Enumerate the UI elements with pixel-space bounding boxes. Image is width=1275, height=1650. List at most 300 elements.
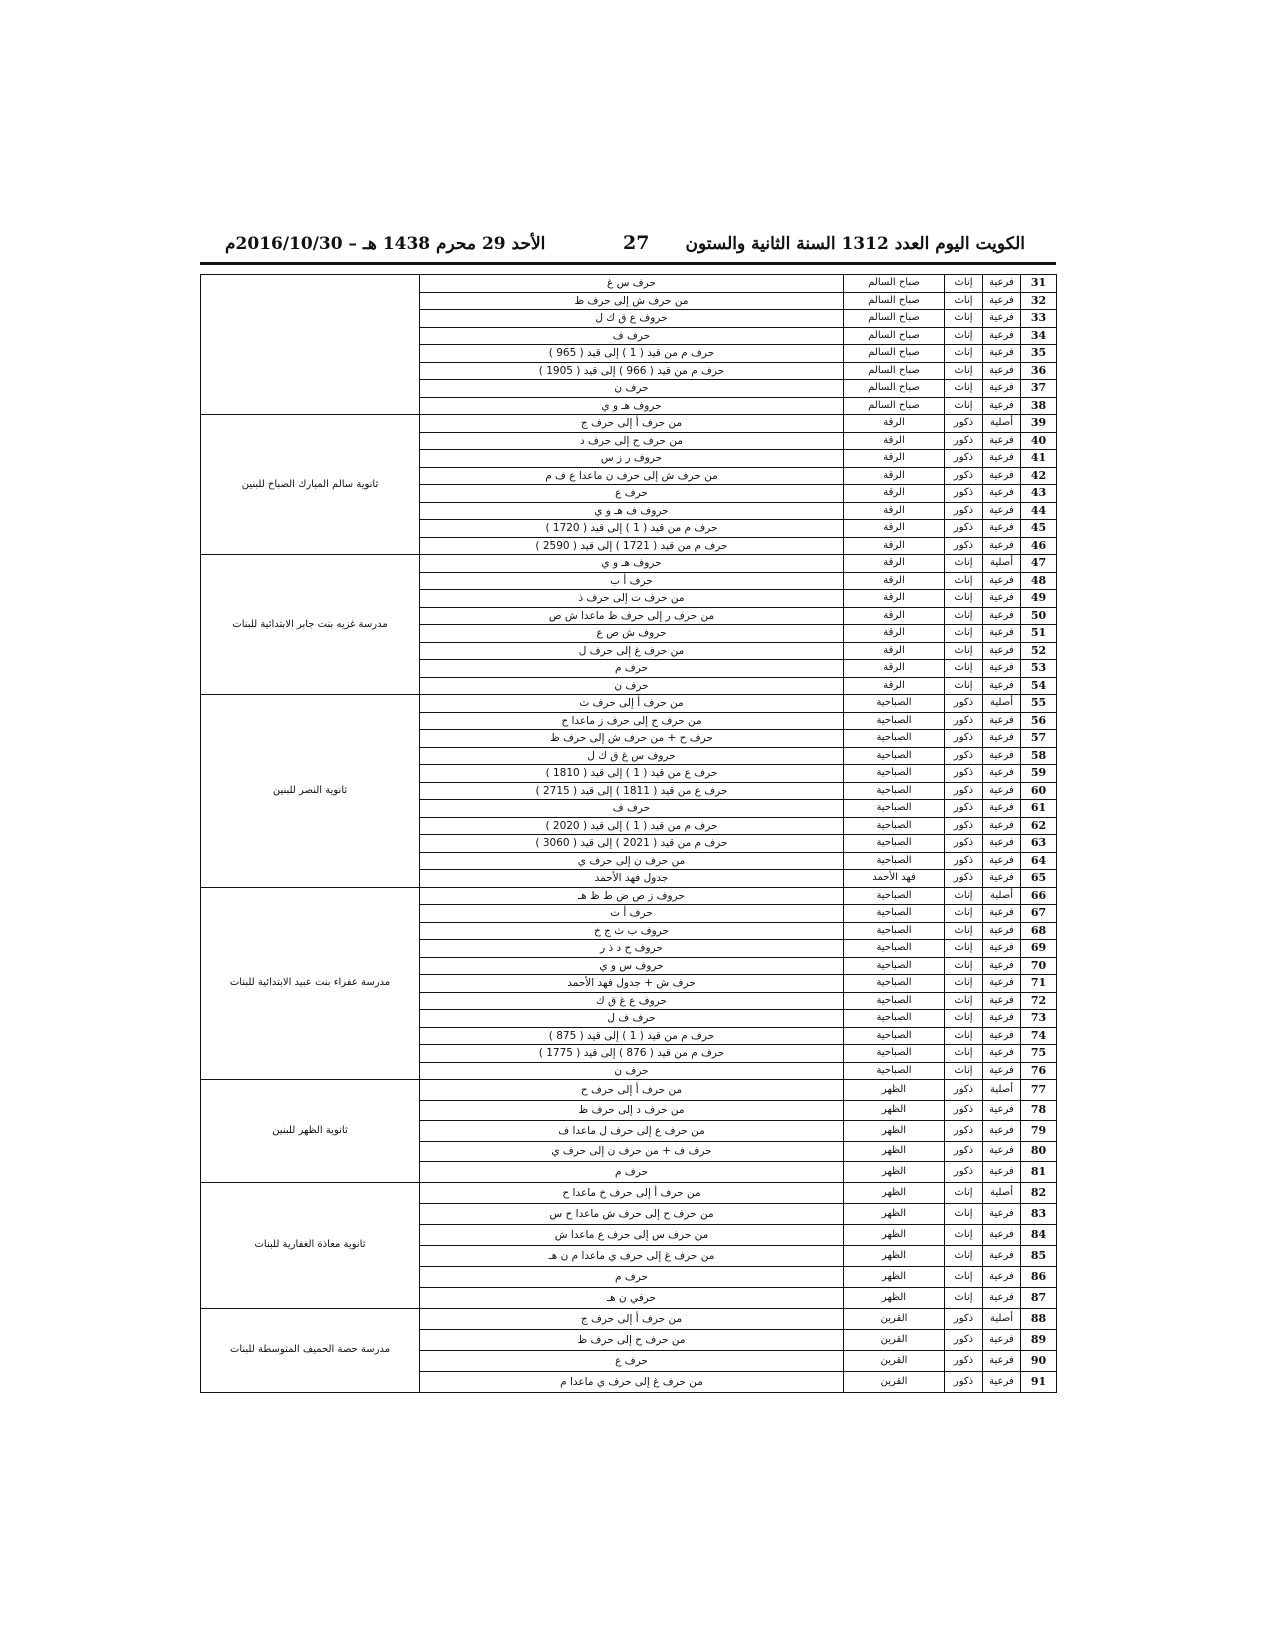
committee-number: 42: [1021, 467, 1057, 485]
committee-type: فرعية: [983, 450, 1021, 468]
committee-gender: ذكور: [945, 502, 983, 520]
committee-gender: إناث: [945, 555, 983, 573]
committee-type: فرعية: [983, 362, 1021, 380]
page-number: 27: [623, 232, 650, 254]
committee-gender: ذكور: [945, 415, 983, 433]
committee-area: الصباحية: [844, 1062, 945, 1080]
committee-number: 59: [1021, 765, 1057, 783]
committee-type: فرعية: [983, 905, 1021, 923]
committee-letters: من حرف أ إلى حرف ث: [420, 695, 844, 713]
committee-type: أصلية: [983, 695, 1021, 713]
committee-number: 69: [1021, 940, 1057, 958]
committee-type: فرعية: [983, 957, 1021, 975]
committee-number: 41: [1021, 450, 1057, 468]
committee-number: 50: [1021, 607, 1057, 625]
committee-area: الرقة: [844, 677, 945, 695]
committee-type: فرعية: [983, 1266, 1021, 1287]
committee-number: 75: [1021, 1045, 1057, 1063]
committee-letters: حرف أ ب: [420, 572, 844, 590]
committee-gender: إناث: [945, 607, 983, 625]
committee-area: الصباحية: [844, 1027, 945, 1045]
committee-number: 67: [1021, 905, 1057, 923]
committee-letters: حرف ع: [420, 485, 844, 503]
committee-letters: حرف م: [420, 660, 844, 678]
committee-letters: حرف ف: [420, 327, 844, 345]
committee-type: فرعية: [983, 852, 1021, 870]
committee-type: فرعية: [983, 1045, 1021, 1063]
committee-number: 47: [1021, 555, 1057, 573]
committee-type: فرعية: [983, 940, 1021, 958]
committee-gender: ذكور: [945, 485, 983, 503]
committee-area: الرقة: [844, 642, 945, 660]
committee-number: 87: [1021, 1287, 1057, 1308]
committee-letters: من حرف أ إلى حرف خ ماعدا ح: [420, 1182, 844, 1203]
committee-area: صباح السالم: [844, 310, 945, 328]
committee-gender: ذكور: [945, 782, 983, 800]
committee-letters: حرف س غ: [420, 275, 844, 293]
committee-area: الصباحية: [844, 817, 945, 835]
committee-type: فرعية: [983, 835, 1021, 853]
committee-area: الرقة: [844, 572, 945, 590]
committee-gender: ذكور: [945, 1350, 983, 1371]
committee-letters: حرف ن: [420, 1062, 844, 1080]
committee-number: 73: [1021, 1010, 1057, 1028]
committee-number: 82: [1021, 1182, 1057, 1203]
committee-area: الظهر: [844, 1141, 945, 1162]
committee-area: القرين: [844, 1308, 945, 1329]
table-row: [201, 695, 1057, 713]
committee-number: 81: [1021, 1162, 1057, 1183]
committee-type: فرعية: [983, 432, 1021, 450]
school-name: ثانوية الظهر للبنين: [201, 1080, 420, 1183]
committee-number: 80: [1021, 1141, 1057, 1162]
committee-area: الرقة: [844, 590, 945, 608]
committee-area: القرين: [844, 1371, 945, 1392]
committee-gender: ذكور: [945, 852, 983, 870]
committee-gender: ذكور: [945, 1100, 983, 1121]
school-name: ثانوية النصر للبنين: [201, 695, 420, 888]
committee-gender: ذكور: [945, 695, 983, 713]
committee-number: 46: [1021, 537, 1057, 555]
committee-number: 79: [1021, 1121, 1057, 1142]
committee-gender: ذكور: [945, 730, 983, 748]
table-row: [201, 887, 1057, 905]
committee-area: الظهر: [844, 1100, 945, 1121]
committee-gender: ذكور: [945, 432, 983, 450]
committee-number: 32: [1021, 292, 1057, 310]
committee-area: الصباحية: [844, 975, 945, 993]
committee-area: صباح السالم: [844, 397, 945, 415]
committee-type: فرعية: [983, 502, 1021, 520]
committee-number: 70: [1021, 957, 1057, 975]
committee-area: الرقة: [844, 607, 945, 625]
committee-type: فرعية: [983, 1162, 1021, 1183]
committee-number: 45: [1021, 520, 1057, 538]
committee-letters: حرف ح + من حرف ش إلى حرف ظ: [420, 730, 844, 748]
committee-area: الرقة: [844, 432, 945, 450]
committee-number: 36: [1021, 362, 1057, 380]
committee-gender: ذكور: [945, 835, 983, 853]
committee-number: 68: [1021, 922, 1057, 940]
committee-letters: جدول فهد الأحمد: [420, 870, 844, 888]
committee-type: فرعية: [983, 292, 1021, 310]
committee-type: فرعية: [983, 817, 1021, 835]
committee-type: أصلية: [983, 1080, 1021, 1101]
committee-type: فرعية: [983, 625, 1021, 643]
committee-type: فرعية: [983, 380, 1021, 398]
committee-type: فرعية: [983, 765, 1021, 783]
committee-gender: إناث: [945, 957, 983, 975]
committee-number: 40: [1021, 432, 1057, 450]
table-row: [201, 1080, 1057, 1101]
committee-type: فرعية: [983, 922, 1021, 940]
committee-letters: من حرف د إلى حرف ظ: [420, 1100, 844, 1121]
committee-number: 63: [1021, 835, 1057, 853]
committee-area: الرقة: [844, 537, 945, 555]
committee-type: فرعية: [983, 1141, 1021, 1162]
committee-type: فرعية: [983, 1350, 1021, 1371]
committee-number: 54: [1021, 677, 1057, 695]
committee-area: الصباحية: [844, 957, 945, 975]
committee-type: فرعية: [983, 327, 1021, 345]
committee-gender: إناث: [945, 1224, 983, 1245]
committee-letters: حرف م من قيد ( 1721 ) إلى قيد ( 2590 ): [420, 537, 844, 555]
table-row: [201, 415, 1057, 433]
committee-gender: إناث: [945, 397, 983, 415]
committee-area: الصباحية: [844, 1010, 945, 1028]
committee-area: الظهر: [844, 1245, 945, 1266]
committee-area: الصباحية: [844, 1045, 945, 1063]
committee-gender: ذكور: [945, 712, 983, 730]
committee-area: القرين: [844, 1350, 945, 1371]
committee-area: الظهر: [844, 1266, 945, 1287]
committee-letters: من حرف غ إلى حرف ي ماعدا م ن هـ: [420, 1245, 844, 1266]
committee-letters: حرف ن: [420, 677, 844, 695]
committee-letters: من حرف ر إلى حرف ظ ماعدا ش ص: [420, 607, 844, 625]
committee-number: 71: [1021, 975, 1057, 993]
committee-gender: إناث: [945, 1182, 983, 1203]
committee-gender: ذكور: [945, 537, 983, 555]
committee-type: فرعية: [983, 800, 1021, 818]
committee-gender: ذكور: [945, 1308, 983, 1329]
committee-type: فرعية: [983, 677, 1021, 695]
committee-type: فرعية: [983, 992, 1021, 1010]
committee-gender: إناث: [945, 345, 983, 363]
committee-letters: حرف م من قيد ( 876 ) إلى قيد ( 1775 ): [420, 1045, 844, 1063]
committee-type: فرعية: [983, 520, 1021, 538]
committee-number: 86: [1021, 1266, 1057, 1287]
committee-type: أصلية: [983, 415, 1021, 433]
committee-letters: حرف م من قيد ( 2021 ) إلى قيد ( 3060 ): [420, 835, 844, 853]
committee-type: فرعية: [983, 537, 1021, 555]
committee-number: 33: [1021, 310, 1057, 328]
committee-area: الصباحية: [844, 940, 945, 958]
committee-number: 90: [1021, 1350, 1057, 1371]
committee-type: فرعية: [983, 1062, 1021, 1080]
committee-area: صباح السالم: [844, 380, 945, 398]
committee-type: فرعية: [983, 747, 1021, 765]
committee-gender: إناث: [945, 572, 983, 590]
committee-letters: حرف ف ل: [420, 1010, 844, 1028]
committee-gender: ذكور: [945, 1329, 983, 1350]
school-name: [201, 275, 420, 415]
committee-type: فرعية: [983, 1121, 1021, 1142]
committee-type: فرعية: [983, 870, 1021, 888]
committee-number: 89: [1021, 1329, 1057, 1350]
committee-letters: حرف أ ت: [420, 905, 844, 923]
committee-area: الظهر: [844, 1121, 945, 1142]
committee-area: صباح السالم: [844, 345, 945, 363]
school-name: ثانوية سالم المبارك الصباح للبنين: [201, 415, 420, 555]
committee-number: 57: [1021, 730, 1057, 748]
committee-letters: حروف س و ي: [420, 957, 844, 975]
committee-gender: إناث: [945, 660, 983, 678]
committee-letters: حروف ز ص ض ط ظ هـ: [420, 887, 844, 905]
committee-area: صباح السالم: [844, 275, 945, 293]
committee-area: الظهر: [844, 1080, 945, 1101]
committee-number: 38: [1021, 397, 1057, 415]
committee-area: الظهر: [844, 1203, 945, 1224]
committee-letters: حروف ح د ذ ر: [420, 940, 844, 958]
committee-area: الصباحية: [844, 800, 945, 818]
committee-letters: حرف م من قيد ( 1 ) إلى قيد ( 1720 ): [420, 520, 844, 538]
committee-area: الصباحية: [844, 922, 945, 940]
committee-area: الظهر: [844, 1162, 945, 1183]
committee-number: 76: [1021, 1062, 1057, 1080]
committee-area: الرقة: [844, 660, 945, 678]
committee-type: فرعية: [983, 310, 1021, 328]
committee-number: 55: [1021, 695, 1057, 713]
committee-number: 35: [1021, 345, 1057, 363]
committee-gender: إناث: [945, 362, 983, 380]
issue-date: الأحد 29 محرم 1438 هـ – 2016/10/30م: [225, 234, 546, 254]
committee-area: الصباحية: [844, 695, 945, 713]
committee-gender: إناث: [945, 1027, 983, 1045]
committee-letters: حروف ش ص ع: [420, 625, 844, 643]
committee-gender: ذكور: [945, 1162, 983, 1183]
committee-area: الصباحية: [844, 887, 945, 905]
committee-gender: إناث: [945, 292, 983, 310]
committee-letters: من حرف غ إلى حرف ي ماعدا م: [420, 1371, 844, 1392]
committee-area: الرقة: [844, 520, 945, 538]
committee-number: 60: [1021, 782, 1057, 800]
committee-letters: حروف ع غ ق ك: [420, 992, 844, 1010]
committee-gender: ذكور: [945, 870, 983, 888]
committee-letters: حرف م من قيد ( 1 ) إلى قيد ( 965 ): [420, 345, 844, 363]
committee-number: 83: [1021, 1203, 1057, 1224]
committee-gender: ذكور: [945, 1141, 983, 1162]
committee-letters: حرف ش + جدول فهد الأحمد: [420, 975, 844, 993]
committee-area: الرقة: [844, 625, 945, 643]
committee-area: القرين: [844, 1329, 945, 1350]
committee-gender: إناث: [945, 887, 983, 905]
committee-type: فرعية: [983, 1287, 1021, 1308]
committee-letters: من حرف ت إلى حرف ذ: [420, 590, 844, 608]
committee-number: 53: [1021, 660, 1057, 678]
committee-number: 77: [1021, 1080, 1057, 1101]
committee-letters: حروف ع ق ك ل: [420, 310, 844, 328]
committee-area: الرقة: [844, 450, 945, 468]
committees-table: [200, 274, 1057, 1393]
committee-area: صباح السالم: [844, 292, 945, 310]
committee-area: الصباحية: [844, 992, 945, 1010]
committee-gender: ذكور: [945, 747, 983, 765]
committee-number: 44: [1021, 502, 1057, 520]
committee-letters: حرف ف + من حرف ن إلى حرف ي: [420, 1141, 844, 1162]
page-header: [225, 232, 1025, 260]
committee-number: 85: [1021, 1245, 1057, 1266]
school-name: مدرسة غزيه بنت جابر الابتدائية للبنات: [201, 555, 420, 695]
committee-number: 65: [1021, 870, 1057, 888]
school-name: مدرسة عفراء بنت عبيد الابتدائية للبنات: [201, 887, 420, 1080]
committee-gender: إناث: [945, 327, 983, 345]
committee-number: 88: [1021, 1308, 1057, 1329]
committee-letters: حروف ف هـ و ي: [420, 502, 844, 520]
committee-letters: من حرف أ إلى حرف ج: [420, 415, 844, 433]
committee-gender: إناث: [945, 905, 983, 923]
committee-gender: إناث: [945, 677, 983, 695]
gazette-issue-title: الكويت اليوم العدد 1312 السنة الثانية والستون: [685, 234, 1025, 254]
committee-gender: إناث: [945, 922, 983, 940]
committee-type: فرعية: [983, 730, 1021, 748]
committee-type: فرعية: [983, 1010, 1021, 1028]
committee-type: فرعية: [983, 275, 1021, 293]
table-row: [201, 555, 1057, 573]
committee-area: الرقة: [844, 467, 945, 485]
committee-area: الصباحية: [844, 730, 945, 748]
committee-type: فرعية: [983, 397, 1021, 415]
committee-type: فرعية: [983, 1371, 1021, 1392]
committee-letters: حرف ع من قيد ( 1 ) إلى قيد ( 1810 ): [420, 765, 844, 783]
committee-gender: إناث: [945, 992, 983, 1010]
committee-type: أصلية: [983, 887, 1021, 905]
committee-letters: حرف م من قيد ( 1 ) إلى قيد ( 2020 ): [420, 817, 844, 835]
committee-area: الصباحية: [844, 712, 945, 730]
committee-gender: إناث: [945, 1062, 983, 1080]
committee-number: 49: [1021, 590, 1057, 608]
committee-area: الظهر: [844, 1287, 945, 1308]
committee-number: 58: [1021, 747, 1057, 765]
committee-type: فرعية: [983, 1245, 1021, 1266]
committee-gender: ذكور: [945, 817, 983, 835]
committee-number: 56: [1021, 712, 1057, 730]
committee-type: فرعية: [983, 1027, 1021, 1045]
committee-area: الرقة: [844, 555, 945, 573]
committee-type: فرعية: [983, 712, 1021, 730]
committee-gender: إناث: [945, 940, 983, 958]
committee-type: فرعية: [983, 485, 1021, 503]
committee-gender: إناث: [945, 1245, 983, 1266]
committee-type: فرعية: [983, 467, 1021, 485]
committee-type: فرعية: [983, 607, 1021, 625]
committee-gender: ذكور: [945, 765, 983, 783]
committee-letters: حرف م من قيد ( 966 ) إلى قيد ( 1905 ): [420, 362, 844, 380]
committee-letters: حروف ر ز س: [420, 450, 844, 468]
committee-letters: من حرف ع إلى حرف ل ماعدا ف: [420, 1121, 844, 1142]
committee-number: 91: [1021, 1371, 1057, 1392]
committee-type: فرعية: [983, 590, 1021, 608]
committee-number: 62: [1021, 817, 1057, 835]
committee-letters: حروف هـ و ي: [420, 397, 844, 415]
committee-area: الصباحية: [844, 905, 945, 923]
committee-type: فرعية: [983, 572, 1021, 590]
committee-number: 48: [1021, 572, 1057, 590]
committee-letters: حروف هـ و ي: [420, 555, 844, 573]
committee-gender: إناث: [945, 275, 983, 293]
table-row: [201, 275, 1057, 293]
committee-type: فرعية: [983, 1224, 1021, 1245]
committee-area: صباح السالم: [844, 327, 945, 345]
committees-table-body: [201, 275, 1057, 1393]
committee-letters: من حرف ح إلى حرف ظ: [420, 1329, 844, 1350]
school-name: مدرسة حصة الحميف المتوسطة للبنات: [201, 1308, 420, 1392]
committee-number: 72: [1021, 992, 1057, 1010]
committee-letters: من حرف ن إلى حرف ي: [420, 852, 844, 870]
table-row: [201, 1182, 1057, 1203]
committee-area: الرقة: [844, 415, 945, 433]
committee-number: 66: [1021, 887, 1057, 905]
committee-number: 84: [1021, 1224, 1057, 1245]
committee-gender: ذكور: [945, 467, 983, 485]
committee-gender: إناث: [945, 310, 983, 328]
committee-letters: حروف ب ث ج خ: [420, 922, 844, 940]
committee-area: الظهر: [844, 1182, 945, 1203]
committee-gender: إناث: [945, 1287, 983, 1308]
committee-number: 64: [1021, 852, 1057, 870]
committee-area: الظهر: [844, 1224, 945, 1245]
committee-type: أصلية: [983, 1182, 1021, 1203]
committee-number: 31: [1021, 275, 1057, 293]
committee-gender: إناث: [945, 625, 983, 643]
committee-gender: ذكور: [945, 800, 983, 818]
committee-letters: حرف م من قيد ( 1 ) إلى قيد ( 875 ): [420, 1027, 844, 1045]
committee-letters: من حرف ح إلى حرف ش ماعدا ح س: [420, 1203, 844, 1224]
committee-area: الرقة: [844, 502, 945, 520]
committee-letters: من حرف ج إلى حرف ز ماعدا ح: [420, 712, 844, 730]
committee-area: الصباحية: [844, 765, 945, 783]
committee-area: الصباحية: [844, 782, 945, 800]
committee-gender: ذكور: [945, 520, 983, 538]
committee-type: فرعية: [983, 975, 1021, 993]
committee-number: 43: [1021, 485, 1057, 503]
committee-number: 37: [1021, 380, 1057, 398]
committee-area: فهد الأحمد: [844, 870, 945, 888]
committee-area: الصباحية: [844, 835, 945, 853]
header-rule: [200, 262, 1056, 265]
committee-number: 34: [1021, 327, 1057, 345]
committee-gender: إناث: [945, 1045, 983, 1063]
committee-letters: حرف م: [420, 1266, 844, 1287]
committee-area: الرقة: [844, 485, 945, 503]
committee-number: 61: [1021, 800, 1057, 818]
committee-number: 52: [1021, 642, 1057, 660]
committee-letters: حرف ع من قيد ( 1811 ) إلى قيد ( 2715 ): [420, 782, 844, 800]
committee-letters: حرف ف: [420, 800, 844, 818]
committee-number: 74: [1021, 1027, 1057, 1045]
table-row: [201, 1308, 1057, 1329]
school-name: ثانوية معاذة الغفارية للبنات: [201, 1182, 420, 1308]
committee-area: صباح السالم: [844, 362, 945, 380]
committee-letters: حروف س غ ق ك ل: [420, 747, 844, 765]
committee-letters: حرف ع: [420, 1350, 844, 1371]
committee-letters: من حرف ش إلى حرف ن ماعدا ع ف م: [420, 467, 844, 485]
committee-letters: من حرف أ إلى حرف ج: [420, 1308, 844, 1329]
committee-gender: إناث: [945, 380, 983, 398]
committee-letters: من حرف غ إلى حرف ل: [420, 642, 844, 660]
committee-letters: حرف ن: [420, 380, 844, 398]
committee-area: الصباحية: [844, 852, 945, 870]
committee-gender: إناث: [945, 1010, 983, 1028]
